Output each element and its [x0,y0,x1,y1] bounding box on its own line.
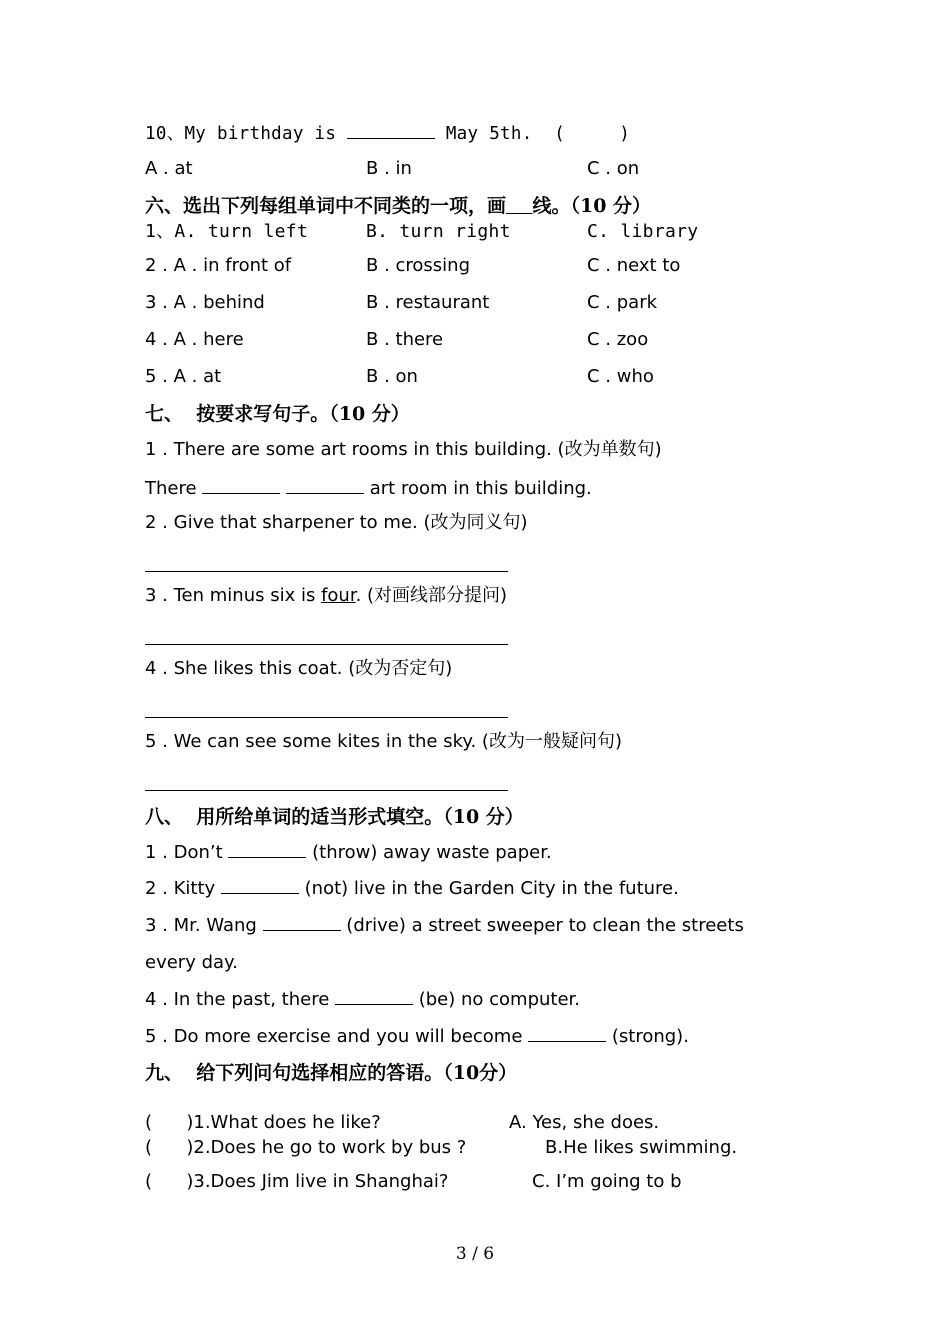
s6-row2-a: 2 . A . in front of [145,255,292,276]
page-number: 3 / 6 [455,1244,495,1264]
answer-blank[interactable] [221,877,299,894]
s6-row2-c: C . next to [587,255,681,276]
s7-question-2: 2 . Give that sharpener to me. (改为同义句) [145,512,528,533]
answer-line[interactable] [145,644,508,645]
s9-question-1: ( )1.What does he like? [145,1112,381,1133]
s8-item-3: 3 . Mr. Wang (drive) a street sweeper to clean the streets [145,915,744,936]
s6-row3-b: B . restaurant [366,292,490,313]
s8-item-4: 4 . In the past, there (be) no computer. [145,989,581,1010]
option-a: A . at [145,158,193,179]
s6-row4-b: B . there [366,329,444,350]
s7-question-4: 4 . She likes this coat. (改为否定句) [145,658,453,679]
s9-answer-b: B.He likes swimming. [545,1137,738,1158]
section-7-heading: 七、 按要求写句子。（10 分） [145,403,410,425]
answer-blank[interactable] [228,841,306,858]
s6-row4-c: C . zoo [587,329,649,350]
answer-blank[interactable] [263,914,341,931]
s6-row5-b: B . on [366,366,418,387]
answer-blank[interactable] [286,477,364,494]
s8-item-3-continued: every day. [145,952,238,973]
question-10-stem: 10、My birthday is [145,124,348,144]
answer-line[interactable] [145,790,508,791]
s7-question-3: 3 . Ten minus six is four. (对画线部分提问) [145,585,508,606]
s9-question-2: ( )2.Does he go to work by bus ? [145,1137,467,1158]
s6-row3-a: 3 . A . behind [145,292,265,313]
section-9-heading: 九、 给下列问句选择相应的答语。（10分） [145,1062,518,1084]
answer-blank[interactable] [528,1025,606,1042]
s6-row1-a: 1、A. turn left [145,221,309,242]
s6-row5-a: 5 . A . at [145,366,222,387]
s8-item-5: 5 . Do more exercise and you will become (strong). [145,1026,689,1047]
s6-row1-c: C. library [587,221,699,242]
s9-answer-a: A. Yes, she does. [509,1112,660,1133]
option-c: C . on [587,158,640,179]
question-10 [145,122,630,145]
section-8-heading: 八、 用所给单词的适当形式填空。（10 分） [145,806,524,828]
s9-question-3: ( )3.Does Jim live in Shanghai? [145,1171,449,1192]
answer-blank[interactable] [335,988,413,1005]
answer-line[interactable] [145,717,508,718]
section-6-heading: 六、选出下列每组单词中不同类的一项，画 线。（10 分） [145,195,652,217]
s6-row4-a: 4 . A . here [145,329,244,350]
underlined-word: four [321,585,356,606]
s6-row1-b: B. turn right [366,221,511,242]
option-b: B . in [366,158,412,179]
s8-item-2: 2 . Kitty (not) live in the Garden City in the future. [145,878,679,899]
answer-line[interactable] [145,571,508,572]
answer-blank[interactable] [347,122,435,139]
s8-item-1: 1 . Don’t (throw) away waste paper. [145,842,552,863]
s6-row3-c: C . park [587,292,658,313]
answer-blank[interactable] [202,477,280,494]
s6-row5-c: C . who [587,366,654,387]
s7-question-1: 1 . There are some art rooms in this building. (改为单数句) [145,439,662,460]
s7-answer-1: There art room in this building. [145,478,592,499]
s9-answer-c: C. I’m going to b [532,1171,682,1192]
s6-row2-b: B . crossing [366,255,471,276]
s7-question-5: 5 . We can see some kites in the sky. (改为一般疑问句) [145,731,622,752]
question-10-stem-end: May 5th. ( ) [435,124,631,144]
